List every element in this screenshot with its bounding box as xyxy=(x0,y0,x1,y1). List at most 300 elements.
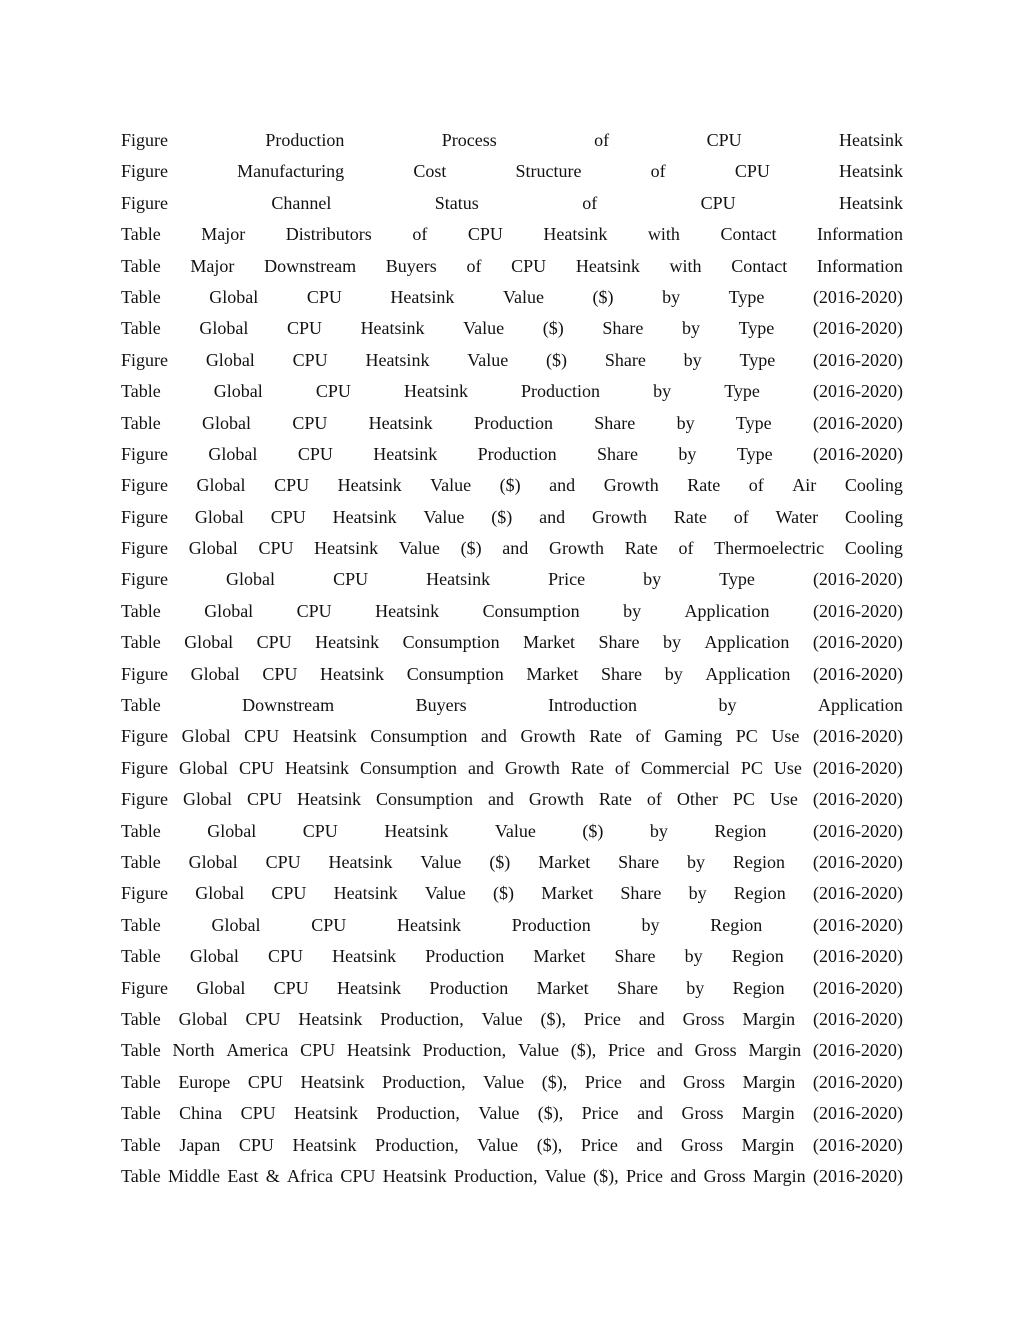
line-word: (2016-2020) xyxy=(812,977,903,998)
line-word: Gaming xyxy=(664,726,723,747)
line-word: by xyxy=(681,318,700,339)
list-of-figures-line xyxy=(121,313,903,344)
line-word: Global xyxy=(195,883,245,904)
line-word: Global xyxy=(213,381,263,402)
line-word: Table xyxy=(121,914,161,935)
line-word: Heatsink xyxy=(333,883,398,904)
line-word: North xyxy=(172,1040,215,1061)
line-word: Market xyxy=(526,663,579,684)
line-word: (2016-2020) xyxy=(812,757,903,778)
line-word: Use xyxy=(769,789,798,810)
line-word: CPU xyxy=(300,1040,336,1061)
line-word: CPU xyxy=(265,851,301,872)
line-word: Contact xyxy=(720,224,777,245)
line-word: Global xyxy=(188,851,238,872)
line-word: (2016-2020) xyxy=(813,349,903,370)
line-word: Global xyxy=(207,820,257,841)
line-word: Manufacturing xyxy=(237,161,345,182)
line-word: Type xyxy=(724,381,760,402)
line-word: Application xyxy=(704,632,790,653)
line-word: (2016-2020) xyxy=(812,789,903,810)
line-word: ($), xyxy=(570,1040,597,1061)
line-word: (2016-2020) xyxy=(812,820,903,841)
line-word: Information xyxy=(817,224,903,245)
line-word: CPU xyxy=(286,318,322,339)
line-word: Heatsink xyxy=(337,475,402,496)
line-word: Global xyxy=(184,632,234,653)
list-of-figures-line xyxy=(121,219,903,250)
list-of-figures-line xyxy=(121,784,903,815)
line-word: CPU xyxy=(333,569,369,590)
line-word: Growth xyxy=(603,475,659,496)
line-word: Application xyxy=(817,695,903,716)
line-word: by xyxy=(662,632,681,653)
line-word: CPU xyxy=(271,883,307,904)
line-word: of xyxy=(594,130,610,150)
line-word: Value xyxy=(398,538,440,559)
line-word: ($) xyxy=(542,318,564,339)
line-word: Heatsink xyxy=(296,789,361,810)
line-word: Status xyxy=(434,192,479,213)
line-word: Margin xyxy=(748,1040,802,1061)
line-word: and xyxy=(638,1008,665,1029)
line-word: Price xyxy=(608,1040,646,1061)
line-word: Table xyxy=(121,1071,161,1092)
line-word: Europe xyxy=(178,1071,231,1092)
line-word: Price xyxy=(548,569,586,590)
line-word: America xyxy=(226,1040,289,1061)
line-word: (2016-2020) xyxy=(812,412,903,433)
line-word: Heatsink xyxy=(314,538,379,559)
line-word: CPU xyxy=(296,600,332,621)
line-word: by xyxy=(678,443,697,464)
line-word: and xyxy=(502,538,529,559)
line-word: CPU xyxy=(467,224,503,245)
line-word: Region xyxy=(732,851,785,872)
line-word: Japan xyxy=(179,1134,221,1155)
line-word: Share xyxy=(594,412,636,433)
list-of-figures-line xyxy=(121,1067,903,1098)
line-word: Rate xyxy=(598,789,632,810)
line-word: Heatsink xyxy=(838,192,903,213)
line-word: Region xyxy=(732,977,785,998)
line-word: Table xyxy=(121,851,161,872)
line-word: Production xyxy=(425,946,505,967)
line-word: of xyxy=(582,192,598,213)
line-word: by xyxy=(718,695,737,716)
line-word: (2016-2020) xyxy=(812,632,903,653)
line-word: Figure xyxy=(121,506,168,527)
line-word: CPU xyxy=(734,161,770,182)
line-word: Heatsink xyxy=(382,1165,447,1186)
list-of-figures-line xyxy=(121,1130,903,1161)
line-word: Africa xyxy=(287,1165,334,1186)
line-word: Heatsink xyxy=(346,1040,411,1061)
line-word: CPU xyxy=(302,820,338,841)
line-word: Price xyxy=(625,1165,663,1186)
line-word: by xyxy=(649,820,668,841)
line-word: China xyxy=(179,1103,223,1124)
line-word: Heatsink xyxy=(292,726,357,747)
line-word: Production, xyxy=(380,1008,464,1029)
line-word: and xyxy=(670,1165,697,1186)
line-word: Rate xyxy=(624,538,658,559)
line-word: Global xyxy=(189,946,239,967)
line-word: Growth xyxy=(592,506,647,527)
line-word: Heatsink xyxy=(294,1103,358,1124)
list-of-figures-line xyxy=(121,156,903,187)
line-word: CPU xyxy=(340,1165,376,1186)
line-word: Table xyxy=(121,1165,161,1186)
line-word: Buyers xyxy=(415,695,467,716)
line-word: CPU xyxy=(315,381,351,402)
line-word: CPU xyxy=(244,726,280,747)
line-word: Type xyxy=(719,569,755,590)
line-word: Consumption xyxy=(375,789,473,810)
line-word: Global xyxy=(209,286,259,307)
line-word: Thermoelectric xyxy=(714,538,825,559)
line-word: (2016-2020) xyxy=(813,663,903,684)
line-word: Growth xyxy=(520,726,576,747)
line-word: of xyxy=(678,538,694,559)
line-word: (2016-2020) xyxy=(812,851,903,872)
line-word: CPU xyxy=(247,1071,283,1092)
line-word: Figure xyxy=(121,130,168,150)
line-word: Introduction xyxy=(548,695,638,716)
line-word: CPU xyxy=(238,757,274,778)
line-word: ($) xyxy=(499,475,521,496)
list-of-figures-line xyxy=(121,878,903,909)
line-word: Rate xyxy=(673,506,707,527)
line-word: Price xyxy=(580,1134,618,1155)
line-word: CPU xyxy=(240,1103,276,1124)
line-word: Use xyxy=(771,726,800,747)
list-of-figures-line xyxy=(121,1035,903,1066)
line-word: Cooling xyxy=(844,506,903,527)
line-word: Production, xyxy=(376,1103,460,1124)
line-word: Heatsink xyxy=(373,443,438,464)
line-word: Heatsink xyxy=(315,632,380,653)
line-word: Channel xyxy=(271,192,332,213)
line-word: Heatsink xyxy=(332,946,397,967)
line-word: Consumption xyxy=(406,663,504,684)
line-word: Production xyxy=(473,412,553,433)
line-word: Heatsink xyxy=(390,286,455,307)
line-word: CPU xyxy=(258,538,294,559)
line-word: Figure xyxy=(121,883,168,904)
line-word: CPU xyxy=(256,632,292,653)
line-word: Growth xyxy=(549,538,605,559)
list-of-figures-line xyxy=(121,345,903,376)
line-word: Figure xyxy=(121,538,168,559)
line-word: Global xyxy=(196,977,246,998)
line-word: Information xyxy=(816,255,903,276)
line-word: Global xyxy=(190,663,240,684)
line-word: Gross xyxy=(682,1008,725,1029)
line-word: (2016-2020) xyxy=(812,914,903,935)
line-word: Heatsink xyxy=(300,1071,365,1092)
line-word: Use xyxy=(773,757,802,778)
line-word: of xyxy=(412,224,428,245)
line-word: (2016-2020) xyxy=(812,286,903,307)
line-word: of xyxy=(646,789,662,810)
line-word: of xyxy=(466,255,482,276)
line-word: Table xyxy=(121,381,161,402)
line-word: Global xyxy=(181,726,231,747)
line-word: (2016-2020) xyxy=(812,726,903,747)
line-word: Table xyxy=(121,695,161,716)
line-word: and xyxy=(539,506,566,527)
line-word: Region xyxy=(714,820,767,841)
list-of-figures-line xyxy=(121,533,903,564)
line-word: Market xyxy=(533,946,586,967)
document-page xyxy=(121,125,903,1192)
line-word: Consumption xyxy=(402,632,500,653)
line-word: Structure xyxy=(515,161,582,182)
line-word: Gross xyxy=(681,1103,724,1124)
line-word: Table xyxy=(121,1134,161,1155)
line-word: Heatsink xyxy=(360,318,425,339)
line-word: Value xyxy=(544,1165,586,1186)
list-of-figures-line xyxy=(121,564,903,595)
line-word: Distributors xyxy=(285,224,372,245)
line-word: Growth xyxy=(504,757,560,778)
line-word: and xyxy=(480,726,507,747)
line-word: CPU xyxy=(238,1134,274,1155)
line-word: CPU xyxy=(292,412,328,433)
line-word: by xyxy=(664,663,683,684)
list-of-figures-line xyxy=(121,125,903,156)
line-word: by xyxy=(662,286,681,307)
line-word: Contact xyxy=(731,255,788,276)
line-word: Global xyxy=(199,318,249,339)
line-word: Application xyxy=(684,600,770,621)
line-word: by xyxy=(623,600,642,621)
line-word: ($) xyxy=(460,538,482,559)
line-word: Production xyxy=(477,443,557,464)
line-word: Market xyxy=(523,632,576,653)
line-word: Share xyxy=(618,851,660,872)
line-word: Type xyxy=(736,443,773,464)
list-of-figures-line xyxy=(121,910,903,941)
line-word: Heatsink xyxy=(332,506,397,527)
line-word: CPU xyxy=(245,1008,281,1029)
line-word: Rate xyxy=(570,757,604,778)
line-word: by xyxy=(641,914,660,935)
line-word: Global xyxy=(196,475,246,496)
list-of-figures-line xyxy=(121,408,903,439)
line-word: Global xyxy=(208,443,258,464)
line-word: Cost xyxy=(413,161,447,182)
line-word: Process xyxy=(441,130,497,150)
line-word: Global xyxy=(178,1008,228,1029)
line-word: ($) xyxy=(592,286,614,307)
line-word: (2016-2020) xyxy=(812,1134,903,1155)
line-word: Gross xyxy=(683,1071,726,1092)
list-of-figures-line xyxy=(121,502,903,533)
list-of-figures-line xyxy=(121,816,903,847)
line-word: (2016-2020) xyxy=(812,946,903,967)
line-word: Share xyxy=(614,946,656,967)
line-word: Downstream xyxy=(242,695,335,716)
line-word: Value xyxy=(424,883,466,904)
line-word: Type xyxy=(738,318,775,339)
line-word: Type xyxy=(728,286,765,307)
line-word: Value xyxy=(502,286,544,307)
line-word: Heatsink xyxy=(320,663,385,684)
line-word: ($), xyxy=(541,1071,568,1092)
line-word: Figure xyxy=(121,443,168,464)
line-word: by xyxy=(676,412,695,433)
list-of-figures-line xyxy=(121,941,903,972)
line-word: Global xyxy=(182,789,232,810)
line-word: Table xyxy=(121,820,161,841)
list-of-figures-line xyxy=(121,1004,903,1035)
list-of-figures-line xyxy=(121,1098,903,1129)
line-word: Table xyxy=(121,1103,161,1124)
line-word: Commercial xyxy=(640,757,730,778)
line-word: (2016-2020) xyxy=(812,443,903,464)
line-word: PC xyxy=(740,757,763,778)
line-word: of xyxy=(733,506,749,527)
line-word: of xyxy=(614,757,630,778)
line-word: Price xyxy=(581,1103,619,1124)
line-word: Heatsink xyxy=(403,381,468,402)
line-word: Figure xyxy=(121,569,168,590)
line-word: Table xyxy=(121,1008,161,1029)
line-word: Major xyxy=(201,224,246,245)
line-word: Share xyxy=(601,663,643,684)
line-word: Value xyxy=(481,1008,523,1029)
line-word: Share xyxy=(604,349,646,370)
line-word: Global xyxy=(194,506,244,527)
line-word: Margin xyxy=(742,1071,796,1092)
line-word: of xyxy=(748,475,764,496)
line-word: Heatsink xyxy=(543,224,608,245)
list-of-figures-line xyxy=(121,439,903,470)
line-word: CPU xyxy=(292,349,328,370)
list-of-figures-line xyxy=(121,251,903,282)
line-word: CPU xyxy=(268,946,304,967)
line-word: (2016-2020) xyxy=(812,1040,903,1061)
line-word: Buyers xyxy=(385,255,437,276)
line-word: ($) xyxy=(489,851,511,872)
line-word: Global xyxy=(202,412,252,433)
line-word: Market xyxy=(538,851,591,872)
list-of-figures-line xyxy=(121,470,903,501)
line-word: Share xyxy=(597,443,639,464)
line-word: Share xyxy=(616,977,658,998)
line-word: PC xyxy=(735,726,758,747)
line-word: Production, xyxy=(375,1134,459,1155)
line-word: (2016-2020) xyxy=(812,318,903,339)
line-word: Heatsink xyxy=(384,820,449,841)
line-word: CPU xyxy=(270,506,306,527)
line-word: (2016-2020) xyxy=(813,600,903,621)
line-word: Cooling xyxy=(844,475,903,496)
line-word: Margin xyxy=(752,1165,806,1186)
line-word: and xyxy=(636,1134,663,1155)
line-word: Heatsink xyxy=(298,1008,363,1029)
line-word: Price xyxy=(584,1071,622,1092)
line-word: CPU xyxy=(262,663,298,684)
line-word: Consumption xyxy=(359,757,457,778)
line-word: by xyxy=(686,977,705,998)
line-word: Global xyxy=(204,600,254,621)
line-word: Water xyxy=(775,506,819,527)
line-word: by xyxy=(683,349,702,370)
line-word: Region xyxy=(710,914,763,935)
line-word: Production xyxy=(521,381,601,402)
line-word: and xyxy=(467,757,494,778)
line-word: Air xyxy=(792,475,817,496)
line-word: Table xyxy=(121,255,161,276)
line-word: PC xyxy=(732,789,755,810)
list-of-figures-line xyxy=(121,282,903,313)
line-word: Figure xyxy=(121,726,168,747)
line-word: Major xyxy=(190,255,235,276)
line-word: Rate xyxy=(687,475,721,496)
line-word: Margin xyxy=(741,1134,795,1155)
line-word: Heatsink xyxy=(292,1134,357,1155)
line-word: Figure xyxy=(121,475,168,496)
line-word: & xyxy=(265,1165,280,1186)
line-word: Figure xyxy=(121,192,168,213)
list-of-figures-line xyxy=(121,847,903,878)
line-word: Gross xyxy=(694,1040,737,1061)
line-word: Table xyxy=(121,412,161,433)
line-word: (2016-2020) xyxy=(813,381,903,402)
line-word: (2016-2020) xyxy=(812,1071,903,1092)
line-word: Value xyxy=(478,1103,520,1124)
line-word: (2016-2020) xyxy=(813,1103,903,1124)
line-word: Application xyxy=(705,663,791,684)
line-word: Downstream xyxy=(264,255,357,276)
line-word: ($), xyxy=(540,1008,566,1029)
line-word: Production, xyxy=(454,1165,538,1186)
line-word: Heatsink xyxy=(839,161,903,182)
line-word: Market xyxy=(541,883,594,904)
line-word: Heatsink xyxy=(365,349,430,370)
list-of-figures-line xyxy=(121,1161,903,1192)
line-word: Consumption xyxy=(482,600,580,621)
line-word: by xyxy=(687,851,706,872)
line-word: ($) xyxy=(491,506,513,527)
line-word: Production xyxy=(511,914,591,935)
line-word: (2016-2020) xyxy=(812,569,903,590)
line-word: and xyxy=(656,1040,683,1061)
line-word: with xyxy=(669,255,702,276)
line-word: of xyxy=(650,161,666,182)
line-word: Heatsink xyxy=(575,255,640,276)
line-word: Global xyxy=(178,757,228,778)
list-of-figures-line xyxy=(121,188,903,219)
list-of-figures-line xyxy=(121,721,903,752)
line-word: Heatsink xyxy=(426,569,491,590)
line-word: by xyxy=(688,883,707,904)
line-word: Heatsink xyxy=(368,412,433,433)
line-word: Value xyxy=(477,1134,519,1155)
line-word: ($), xyxy=(593,1165,619,1186)
line-word: Value xyxy=(463,318,505,339)
line-word: Table xyxy=(121,318,161,339)
line-word: Market xyxy=(536,977,589,998)
line-word: Price xyxy=(583,1008,621,1029)
list-of-figures-line xyxy=(121,973,903,1004)
line-word: Share xyxy=(602,318,644,339)
line-word: Global xyxy=(226,569,276,590)
line-word: ($), xyxy=(536,1134,563,1155)
